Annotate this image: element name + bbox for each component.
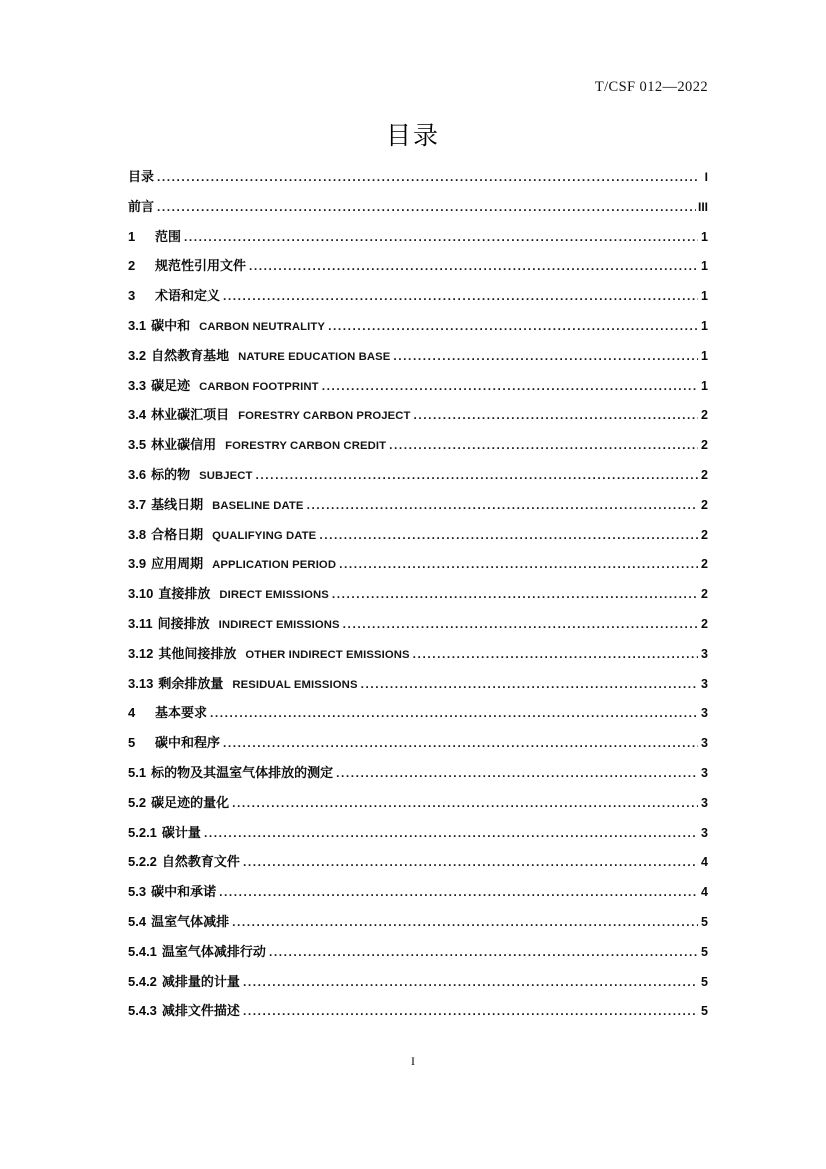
toc-entry-page-number: 2 (701, 527, 708, 542)
toc-dot-leader (319, 529, 698, 542)
toc-entry[interactable] (128, 226, 708, 256)
toc-entry[interactable] (128, 851, 708, 881)
toc-entry[interactable] (128, 583, 708, 613)
toc-entry[interactable] (128, 434, 708, 464)
toc-entry-page-number: 2 (701, 616, 708, 631)
toc-entry-number: 5.3 (128, 884, 147, 900)
toc-entry[interactable] (128, 315, 708, 345)
toc-dot-leader (232, 916, 698, 929)
toc-entry-page-number: 4 (701, 855, 708, 870)
toc-dot-leader (243, 856, 698, 869)
toc-entry-label: 标的物及其温室气体排放的测定 (151, 764, 334, 780)
toc-entry-page-number: 2 (701, 497, 708, 512)
toc-dot-leader (184, 231, 698, 244)
toc-entry-number: 3.12 (128, 645, 154, 661)
toc-entry-number: 3 (128, 288, 136, 304)
toc-dot-leader (269, 946, 698, 959)
toc-entry[interactable] (128, 673, 708, 703)
toc-entry-label-english: FORESTRY CARBON CREDIT (225, 440, 387, 453)
toc-entry-page-number: III (697, 199, 708, 214)
toc-dot-leader (219, 886, 698, 899)
toc-dot-leader (307, 499, 698, 512)
toc-entry-page-number: 2 (701, 557, 708, 572)
toc-entry-page-number: 2 (701, 438, 708, 453)
toc-entry-label: 碳足迹的量化 (151, 794, 230, 810)
toc-entry-label: 基线日期 (151, 496, 204, 512)
toc-entry-number: 3.11 (128, 615, 153, 631)
toc-entry-page-number: 3 (701, 795, 708, 810)
toc-entry[interactable] (128, 285, 708, 315)
toc-entry-page-number: 5 (701, 974, 708, 989)
toc-entry[interactable] (128, 524, 708, 554)
toc-entry-page-number: 3 (701, 736, 708, 751)
toc-entry-number: 3.2 (128, 347, 147, 363)
page-title: 目录 (385, 122, 440, 150)
toc-dot-leader (389, 439, 698, 452)
toc-entry-label-english: NATURE EDUCATION BASE (238, 350, 391, 363)
toc-entry-page-number: 1 (701, 318, 708, 333)
toc-entry-page-number: 1 (701, 289, 708, 304)
toc-entry-label: 规范性引用文件 (155, 258, 247, 274)
toc-entry-label: 合格日期 (151, 526, 204, 542)
toc-entry-label: 林业碳信用 (151, 437, 217, 453)
toc-entry-number: 3.4 (128, 407, 147, 423)
toc-entry-page-number: 3 (701, 706, 708, 721)
toc-entry-label: 碳中和承诺 (151, 884, 217, 900)
toc-entry-number: 5.4.2 (128, 973, 157, 989)
toc-entry[interactable] (128, 375, 708, 405)
toc-entry[interactable] (128, 553, 708, 583)
toc-entry-number: 5.4.3 (128, 1003, 157, 1019)
toc-entry-label: 剩余排放量 (158, 675, 224, 691)
toc-entry-label-english: SUBJECT (199, 469, 253, 482)
toc-entry-label-english: FORESTRY CARBON PROJECT (238, 410, 411, 423)
toc-dot-leader (361, 678, 698, 691)
toc-entry-number: 5.1 (128, 764, 147, 780)
toc-entry-label-english: QUALIFYING DATE (212, 529, 317, 542)
toc-entry-label: 自然教育基地 (151, 347, 230, 363)
toc-entry-page-number: 5 (701, 1004, 708, 1019)
table-of-contents (128, 166, 708, 1030)
toc-entry[interactable] (128, 762, 708, 792)
toc-dot-leader (336, 767, 698, 780)
toc-dot-leader (332, 588, 698, 601)
toc-dot-leader (256, 469, 698, 482)
toc-entry[interactable] (128, 941, 708, 971)
toc-entry[interactable] (128, 881, 708, 911)
toc-entry-label: 林业碳汇项目 (151, 407, 230, 423)
toc-entry-label: 碳中和程序 (155, 735, 221, 751)
toc-entry-label: 术语和定义 (155, 288, 221, 304)
standard-code-header: T/CSF 012—2022 (594, 79, 708, 95)
toc-entry[interactable] (128, 166, 708, 196)
toc-entry-label-english: OTHER INDIRECT EMISSIONS (245, 648, 410, 661)
toc-dot-leader (232, 797, 698, 810)
toc-entry[interactable] (128, 255, 708, 285)
toc-dot-leader (210, 707, 698, 720)
toc-entry-page-number: 1 (701, 229, 708, 244)
toc-entry[interactable] (128, 971, 708, 1001)
toc-entry[interactable] (128, 494, 708, 524)
toc-entry-number: 5.4 (128, 913, 147, 929)
toc-entry-label: 减排量的计量 (161, 973, 240, 989)
toc-entry-label: 其他间接排放 (158, 645, 237, 661)
toc-entry-page-number: 1 (701, 378, 708, 393)
toc-entry-number: 1 (128, 228, 136, 244)
toc-entry-number: 3.6 (128, 466, 147, 482)
toc-entry[interactable] (128, 196, 708, 226)
toc-entry-page-number: 4 (701, 885, 708, 900)
toc-entry[interactable] (128, 404, 708, 434)
toc-entry-page-number: 3 (701, 825, 708, 840)
toc-entry[interactable] (128, 911, 708, 941)
toc-entry-label-english: CARBON NEUTRALITY (199, 320, 326, 333)
toc-dot-leader (249, 260, 698, 273)
toc-dot-leader (157, 201, 696, 214)
toc-entry-page-number: 3 (701, 676, 708, 691)
toc-entry-number: 4 (128, 705, 136, 721)
toc-entry-label: 减排文件描述 (161, 1003, 240, 1019)
toc-entry-number: 3.9 (128, 556, 147, 572)
toc-entry-number: 3.8 (128, 526, 147, 542)
toc-entry-page-number: 5 (701, 944, 708, 959)
toc-entry-label: 直接排放 (158, 586, 211, 602)
toc-entry-label: 应用周期 (151, 556, 204, 572)
toc-entry-page-number: 3 (701, 646, 708, 661)
toc-dot-leader (223, 290, 698, 303)
toc-entry-number: 5 (128, 735, 136, 751)
toc-dot-leader (322, 380, 698, 393)
toc-entry-label: 前言 (128, 198, 155, 214)
toc-entry-number: 3.3 (128, 377, 147, 393)
toc-entry-page-number: I (704, 170, 708, 184)
toc-entry-page-number: 2 (701, 408, 708, 423)
toc-entry-label: 间接排放 (157, 615, 210, 631)
toc-entry-page-number: 5 (701, 914, 708, 929)
toc-entry-number: 5.2 (128, 794, 147, 810)
toc-entry[interactable] (128, 822, 708, 852)
toc-dot-leader (339, 558, 698, 571)
toc-entry-label: 自然教育文件 (161, 854, 240, 870)
toc-entry-number: 5.2.2 (128, 854, 157, 870)
toc-entry-page-number: 2 (701, 467, 708, 482)
toc-dot-leader (157, 171, 698, 184)
toc-entry-number: 5.4.1 (128, 943, 157, 959)
toc-dot-leader (343, 618, 698, 631)
toc-entry-page-number: 1 (701, 348, 708, 363)
toc-dot-leader (393, 350, 698, 363)
toc-entry-label-english: RESIDUAL EMISSIONS (232, 678, 358, 691)
toc-entry-number: 3.13 (128, 675, 154, 691)
toc-entry[interactable] (128, 643, 708, 673)
toc-entry-label-english: INDIRECT EMISSIONS (218, 618, 340, 631)
toc-entry[interactable] (128, 732, 708, 762)
toc-entry-number: 5.2.1 (128, 824, 157, 840)
toc-entry-label: 温室气体减排行动 (161, 943, 266, 959)
toc-entry[interactable] (128, 345, 708, 375)
toc-entry-label-english: BASELINE DATE (212, 499, 304, 512)
toc-dot-leader (204, 827, 698, 840)
toc-entry-label: 基本要求 (155, 705, 208, 721)
toc-entry-label: 碳中和 (151, 317, 191, 333)
toc-entry-label: 目录 (128, 169, 155, 184)
toc-entry-page-number: 1 (701, 259, 708, 274)
toc-entry[interactable] (128, 1000, 708, 1030)
toc-entry-page-number: 2 (701, 587, 708, 602)
toc-entry-number: 3.5 (128, 437, 147, 453)
toc-entry-label: 碳足迹 (151, 377, 191, 393)
toc-entry-number: 3.1 (128, 317, 147, 333)
toc-entry-page-number: 3 (701, 765, 708, 780)
toc-entry-label-english: CARBON FOOTPRINT (199, 380, 319, 393)
toc-entry-label-english: APPLICATION PERIOD (212, 559, 337, 572)
toc-entry-label: 范围 (155, 228, 182, 244)
toc-entry-number: 3.7 (128, 496, 147, 512)
toc-entry-label: 标的物 (151, 466, 191, 482)
toc-dot-leader (223, 737, 698, 750)
toc-entry[interactable] (128, 613, 708, 643)
toc-entry[interactable] (128, 792, 708, 822)
toc-dot-leader (413, 648, 698, 661)
toc-entry-label-english: DIRECT EMISSIONS (219, 589, 329, 602)
footer-page-number: I (411, 1054, 415, 1068)
toc-entry-label: 碳计量 (161, 824, 201, 840)
toc-entry[interactable] (128, 702, 708, 732)
toc-entry-number: 2 (128, 258, 136, 274)
toc-entry[interactable] (128, 464, 708, 494)
toc-dot-leader (414, 409, 699, 422)
toc-dot-leader (243, 976, 698, 989)
toc-dot-leader (243, 1005, 698, 1018)
toc-dot-leader (328, 320, 698, 333)
toc-entry-label: 温室气体减排 (151, 913, 230, 929)
toc-entry-number: 3.10 (128, 586, 154, 602)
